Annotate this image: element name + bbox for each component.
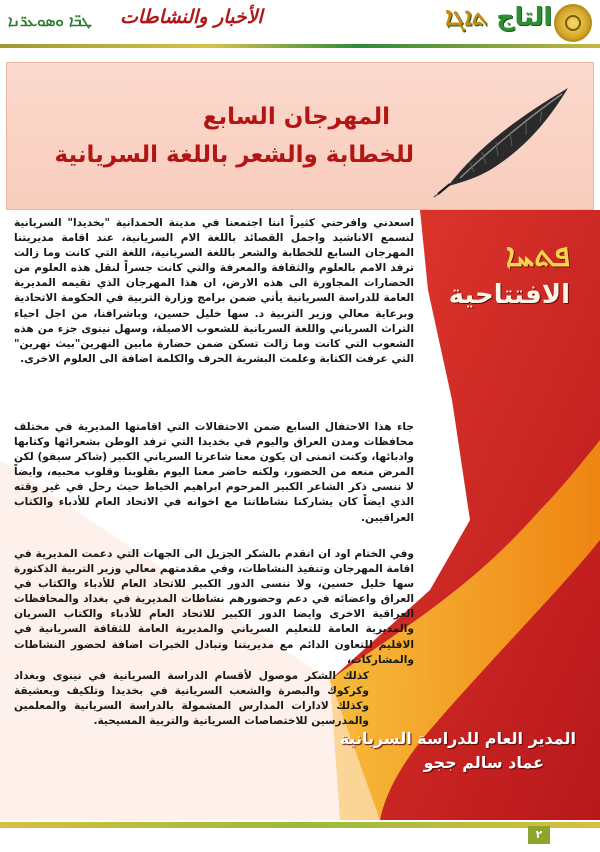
magazine-logo [441, 2, 552, 32]
signature-role: المدير العام للدراسة السريانية [339, 729, 576, 748]
section-title-syriac: ܛܒ̈ܐ ܘܣܘܥܪ̈ܢܐ [8, 12, 92, 30]
header-divider [0, 44, 600, 48]
section-title: الأخبار والنشاطات [120, 6, 263, 28]
article-title-line1: المهرجان السابع [202, 104, 390, 130]
article-title-line2: للخطابة والشعر باللغة السريانية [54, 142, 414, 168]
article-paragraph: جاء هذا الاحتفال السابع ضمن الاحتفالات التي اقامتها المديرية في مختلف محافظات ومدن العراق واليوم في بخديدا التي ترفد الوطن بشعرائها وكتابها وادبائها، وكنت اتمنى ان يكون معنا شاعرنا السرياني الكبير (شاكر سيفو) لكن المرض منعه من الحضور، ولكنه حاضر معنا اليوم بقلوبنا وقلوب محبيه، وايضاً لا ننسى ذكر الشاعر الكبير المرحوم ابراهيم الخياط حيث رحل في غير وقته الذي ايضاً كان يشاركنا نشاطاتنا مع اخوانه في الاتحاد العام للأدباء والكتاب العراقيين. [14, 421, 414, 524]
page-header [0, 0, 600, 50]
magazine-name-syriac: ܬܐܓܐ [445, 2, 488, 31]
signature-name: عماد سالم ججو [423, 753, 544, 772]
footer-divider [0, 822, 600, 828]
magazine-name-arabic: التاج [496, 2, 552, 31]
article-paragraph: وفي الختام اود ان اتقدم بالشكر الجزيل الى الجهات التي دعمت المديرية في اقامة المهرجان وتنفيذ النشاطات، وفي مقدمتهم معالي وزير التربية الدكتورة سها خليل حسين، ولا ننسى الدور الكبير للاتحاد العام للأدباء والكتاب في العراق واعضائه في دعم وحضورهم نشاطات المديرية في بغداد والمحافظات العراقية الاخرى وايضا الدور الكبير للاتحاد العام للأدباء والكتاب السريان والمديرية العامة للتعليم السرياني والمديرية العامة للثقافة السريانية في الاقليم للتعاون الدائم مع مديريتنا وتبادل الخبرات اضافة لحضور النشاطات والمشاركات، [14, 548, 414, 666]
feather-quill-icon [430, 78, 580, 198]
emblem-icon [554, 4, 592, 42]
article-paragraph: كذلك الشكر موصول لأقسام الدراسة السريانية في نينوى وبغداد وكركوك والبصرة والشعب السريانية في بخديدا وتلكيف وبعشيقة وكذلك لادارات المدارس المشمولة بالدراسة السريانية والمعلمين والمدرسين للاختصاصات السريانية والتربية المسيحية. [14, 670, 369, 728]
page-number: ٢ [528, 826, 550, 844]
article-paragraph: اسعدني وافرحني كثيراً اننا اجتمعنا في مدينة الحمدانية "بخديدا" السريانية لنسمع الاناشيد واجمل القصائد باللغة الام السريانية، عند اقامة مديريتنا المهرجان السابع للخطابة والشعر باللغة السريانية، اللغة التي كانت وما زالت ترفد الامم بالعلوم والثقافة والمعرفة والتي كانت جسراً لنقل هذه العلوم من الحضارات المجاورة الى هذه الارض، ان هذا المهرجان الذي تقيمه المديرية العامة للدراسة السريانية يأتي ضمن برامج وزارة التربية في الحكومة الاتحادية وبرعاية معالي وزير التربية د. سها خليل حسين، وباشرافنا، من اجل احياء التراث السرياني واللغة السريانية للشعوب الاصيلة، وسهل نينوى جزء من هذه الشعوب التي كانت وما زالت تسكن ضمن حضارة مابين النهرين"بيث نهرين" التي عرفت الكتابة وعلمت البشرية الحرف والكلمة اضافة الى العلوم الاخرى. [14, 217, 414, 365]
kicker-syriac: ܦܬܚܐ [505, 236, 570, 274]
kicker-label: الافتتاحية [448, 280, 570, 310]
